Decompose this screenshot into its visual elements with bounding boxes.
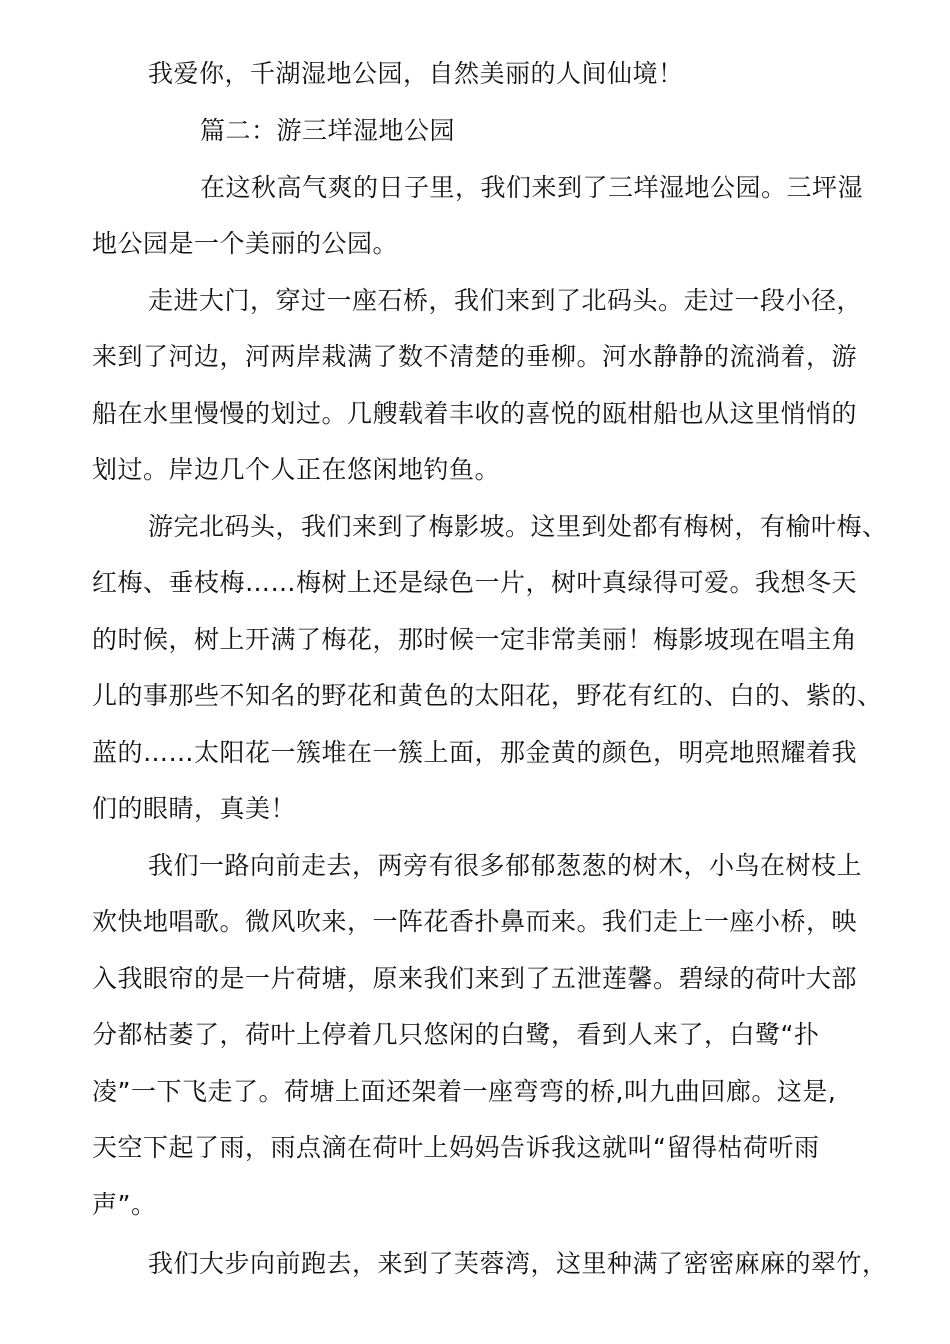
text-line: 们的眼睛，真美！ xyxy=(92,794,297,823)
text-line: 我爱你，千湖湿地公园，自然美丽的人间仙境！ xyxy=(148,59,684,88)
text-line: 声”。 xyxy=(92,1190,157,1219)
text-line: 在这秋高气爽的日子里，我们来到了三垟湿地公园。三坪湿 xyxy=(200,173,864,202)
text-line: 天空下起了雨，雨点滴在荷叶上妈妈告诉我这就叫“留得枯荷听雨 xyxy=(92,1133,820,1162)
text-line: 划过。岸边几个人正在悠闲地钓鱼。 xyxy=(92,455,501,484)
text-line: 蓝的……太阳花一簇堆在一簇上面，那金黄的颜色，明亮地照耀着我 xyxy=(92,738,858,767)
text-line: 船在水里慢慢的划过。几艘载着丰收的喜悦的瓯柑船也从这里悄悄的 xyxy=(92,399,858,428)
text-line: 走进大门，穿过一座石桥，我们来到了北码头。走过一段小径， xyxy=(148,286,863,315)
text-line: 的时候，树上开满了梅花，那时候一定非常美丽！梅影坡现在唱主角 xyxy=(92,625,858,654)
text-line: 入我眼帘的是一片荷塘，原来我们来到了五泄莲馨。碧绿的荷叶大部 xyxy=(92,964,858,993)
text-line: 我们一路向前走去，两旁有很多郁郁葱葱的树木，小鸟在树枝上 xyxy=(148,851,863,880)
text-line: 地公园是一个美丽的公园。 xyxy=(92,229,399,258)
text-line: 红梅、垂枝梅……梅树上还是绿色一片，树叶真绿得可爱。我想冬天 xyxy=(92,568,858,597)
text-line: 游完北码头，我们来到了梅影坡。这里到处都有梅树，有榆叶梅、 xyxy=(148,512,888,541)
text-line: 儿的事那些不知名的野花和黄色的太阳花，野花有红的、白的、紫的、 xyxy=(92,681,883,710)
text-line: 欢快地唱歌。微风吹来，一阵花香扑鼻而来。我们走上一座小桥，映 xyxy=(92,907,858,936)
section-title: 篇二：游三垟湿地公园 xyxy=(200,116,456,145)
text-line: 分都枯萎了，荷叶上停着几只悠闲的白鹭，看到人来了，白鹭“扑 xyxy=(92,1020,820,1049)
text-line: 来到了河边，河两岸栽满了数不清楚的垂柳。河水静静的流淌着，游 xyxy=(92,342,858,371)
text-line: 凌”一下飞走了。荷塘上面还架着一座弯弯的桥,叫九曲回廊。这是, xyxy=(92,1077,837,1106)
text-line: 我们大步向前跑去，来到了芙蓉湾，这里种满了密密麻麻的翠竹， xyxy=(148,1249,888,1278)
